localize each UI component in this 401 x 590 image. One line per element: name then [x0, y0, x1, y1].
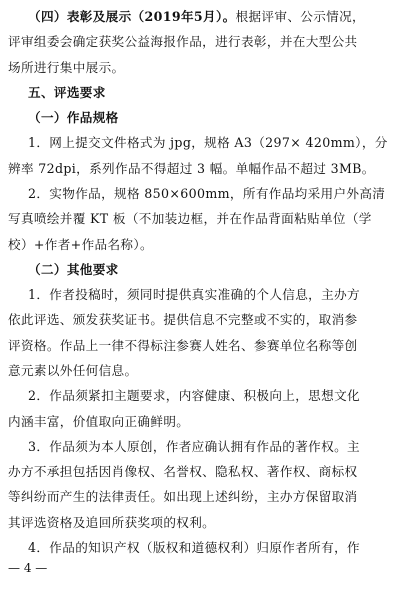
paragraph-text: 1．网上提交文件格式为 jpg，规格 A3（297× 420mm），分	[28, 135, 388, 150]
text-line	[8, 237, 153, 253]
text-line	[8, 464, 357, 480]
text-line	[8, 414, 189, 430]
text-line	[8, 515, 215, 531]
page-number: — 4 —	[8, 561, 48, 575]
paragraph-text: 评审组委会确定获奖公益海报作品，进行表彰，并在大型公共	[8, 34, 358, 49]
text-line	[28, 9, 365, 25]
text-line	[28, 439, 360, 455]
text-line	[28, 388, 360, 404]
paragraph-text: 写真喷绘并覆 KT 板（不加装边框，并在作品背面粘贴单位（学	[8, 211, 372, 226]
text-line	[8, 60, 125, 76]
heading-text: 五、评选要求	[28, 85, 106, 100]
paragraph-text: 内涵丰富，价值取向正确鲜明。	[8, 414, 190, 429]
text-line	[8, 338, 357, 354]
text-line	[28, 540, 360, 556]
text-line	[8, 211, 372, 227]
text-line	[28, 186, 385, 202]
paragraph-text: 场所进行集中展示。	[8, 60, 125, 75]
paragraph-text: 1．作者投稿时，须同时提供真实准确的个人信息，主办方	[28, 287, 360, 302]
paragraph-text: 2．实物作品，规格 850×600mm，所有作品均采用户外高清	[28, 186, 386, 201]
paragraph-text: 意元素以外任何信息。	[8, 363, 138, 378]
paragraph-text: 依此评选、颁发获奖证书。提供信息不完整或不实的，取消参	[8, 312, 358, 327]
text-line	[8, 34, 357, 50]
heading-text: （一）作品规格	[28, 110, 119, 125]
paragraph-text: 办方不承担包括因肖像权、名誉权、隐私权、著作权、商标权	[8, 464, 358, 479]
text-line	[8, 161, 375, 177]
paragraph-text: 等纠纷而产生的法律责任。如出现上述纠纷，主办方保留取消	[8, 489, 358, 504]
paragraph-text: 评资格。作品上一律不得标注参赛人姓名、参赛单位名称等创	[8, 338, 358, 353]
paragraph-text: 其评选资格及追回所获奖项的权利。	[8, 515, 216, 530]
paragraph-text: 3．作品须为本人原创，作者应确认拥有作品的著作权。主	[28, 439, 360, 454]
text-line	[28, 85, 106, 101]
heading-text: （二）其他要求	[28, 262, 119, 277]
text-line	[28, 135, 388, 151]
text-line	[8, 312, 357, 328]
paragraph-text: 4．作品的知识产权（版权和道德权利）归原作者所有，作	[28, 540, 360, 555]
text-line	[8, 363, 137, 379]
paragraph-text: 校）+作者+作品名称）。	[8, 237, 153, 252]
heading-text: （四）表彰及展示（2019年5月）。	[28, 9, 236, 24]
paragraph-text: 辨率 72dpi，系列作品不得超过 3 幅。单幅作品不超过 3MB。	[8, 161, 375, 176]
paragraph-text: 2．作品须紧扣主题要求，内容健康、积极向上，思想文化	[28, 388, 360, 403]
text-line	[28, 262, 119, 278]
text-line	[28, 287, 360, 303]
text-line	[8, 489, 357, 505]
text-line	[28, 110, 119, 126]
paragraph-text: 根据评审、公示情况，	[235, 9, 365, 24]
